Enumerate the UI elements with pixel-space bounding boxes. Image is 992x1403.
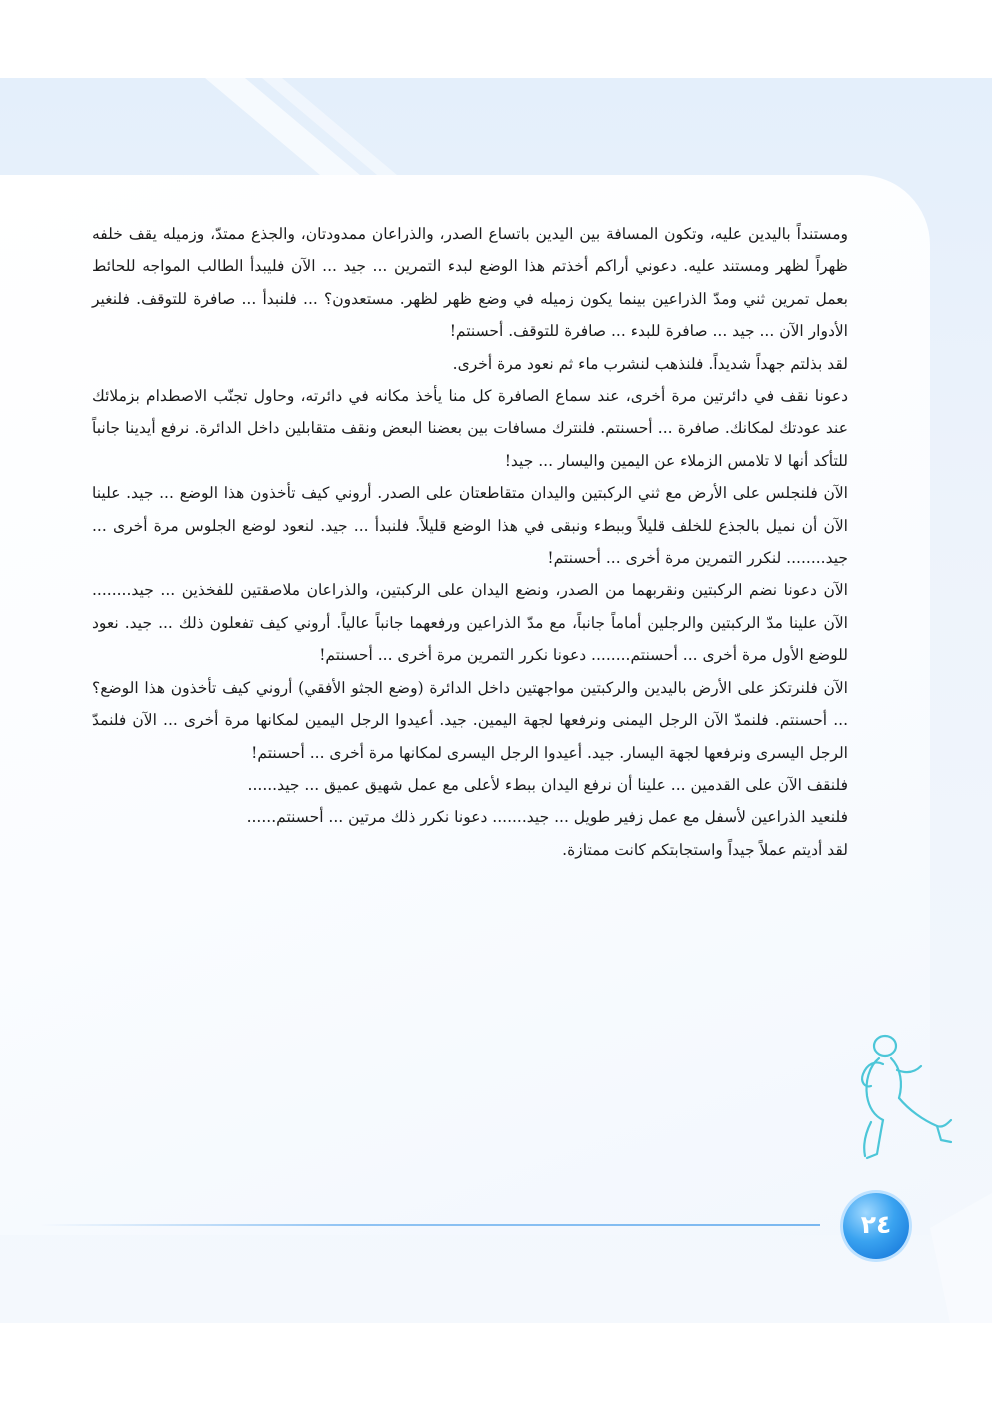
page-number: ٢٤ — [860, 1210, 892, 1239]
paragraph-3: دعونا نقف في دائرتين مرة أخرى، عند سماع الصافرة كل منا يأخذ مكانه في دائرته، وحاول تجنّب الاصطدام بزملائك عند عودتك لمكانك. صافرة ... أحسنتم. فلنترك مسافات بين بعضنا البعض ونقف متقابلين داخل الدائرة. نرفع أيدينا جانباً للتأكد أنها لا تلامس الزملاء عن اليمين واليسار ... جيد! — [92, 387, 848, 470]
running-figure-illustration — [845, 1030, 960, 1170]
paragraph-7: فلنقف الآن على القدمين ... علينا أن نرفع اليدان ببطء لأعلى مع عمل شهيق عميق ... جيد...... — [247, 775, 848, 794]
paragraph-9: لقد أديتم عملاً جيداً واستجابتكم كانت ممتازة. — [562, 840, 848, 859]
paragraph-2: لقد بذلتم جهداً شديداً. فلنذهب لنشرب ماء ثم نعود مرة أخرى. — [452, 354, 848, 373]
body-text — [92, 218, 848, 866]
paragraph-6: الآن فلنرتكز على الأرض باليدين والركبتين مواجهتين داخل الدائرة (وضع الجثو الأفقي) أروني كيف تأخذون هذا الوضع؟ ... أحسنتم. فلنمدّ الآن الرجل اليمنى ونرفعها لجهة اليمين. جيد. أعيدوا الرجل اليمين لمكانها مرة أخرى ... الآن فلنمدّ الرجل اليسرى ونرفعها لجهة اليسار. جيد. أعيدوا الرجل اليسرى لمكانها مرة أخرى ... أحسنتم! — [92, 678, 848, 762]
paragraph-4: الآن فلنجلس على الأرض مع ثني الركبتين واليدان متقاطعتان على الصدر. أروني كيف تأخذون هذا الوضع ... جيد. علينا الآن أن نميل بالجذع للخلف قليلاً وببطء ونبقى في هذا الوضع قليلاً. فلنبدأ ... جيد. لنعود لوضع الجلوس مرة أخرى ... جيد........ لنكرر التمرين مرة أخرى ... أحسنتم! — [92, 484, 848, 568]
paragraph-5: الآن دعونا نضم الركبتين ونقربهما من الصدر، ونضع اليدان على الركبتين، والذراعان ملاصقتين للفخذين ... جيد........ الآن علينا مدّ الركبتين والرجلين أماماً جانباً، مع مدّ الذراعين ورفعهما جانباً عالياً. أروني كيف تفعلون ذلك ... جيد. نعود للوضع الأول مرة أخرى ... أحسنتم........ دعونا نكرر التمرين مرة أخرى ... أحسنتم! — [92, 581, 848, 665]
footer-divider-line — [40, 1224, 820, 1226]
paragraph-1: ومستنداً باليدين عليه، وتكون المسافة بين اليدين باتساع الصدر، والذراعان ممدودتان، والجذع ممتدّ، وزميله يقف خلفه ظهراً لظهر ومستند عليه. دعوني أراكم أخذتم هذا الوضع لبدء التمرين ... جيد ... الآن فليبدأ الطالب المواجه للحائط بعمل تمرين ثني ومدّ الذراعين بينما يكون زميله في وضع ظهر لظهر. مستعدون؟ ... فلنبدأ ... صافرة للتوقف. فلنغير الأدوار الآن ... جيد ... صافرة للبدء ... صافرة للتوقف. أحسنتم! — [92, 225, 848, 341]
paragraph-8: فلنعيد الذراعين لأسفل مع عمل زفير طويل ... جيد....... دعونا نكرر ذلك مرتين ... أحسنتم...... — [246, 808, 848, 827]
